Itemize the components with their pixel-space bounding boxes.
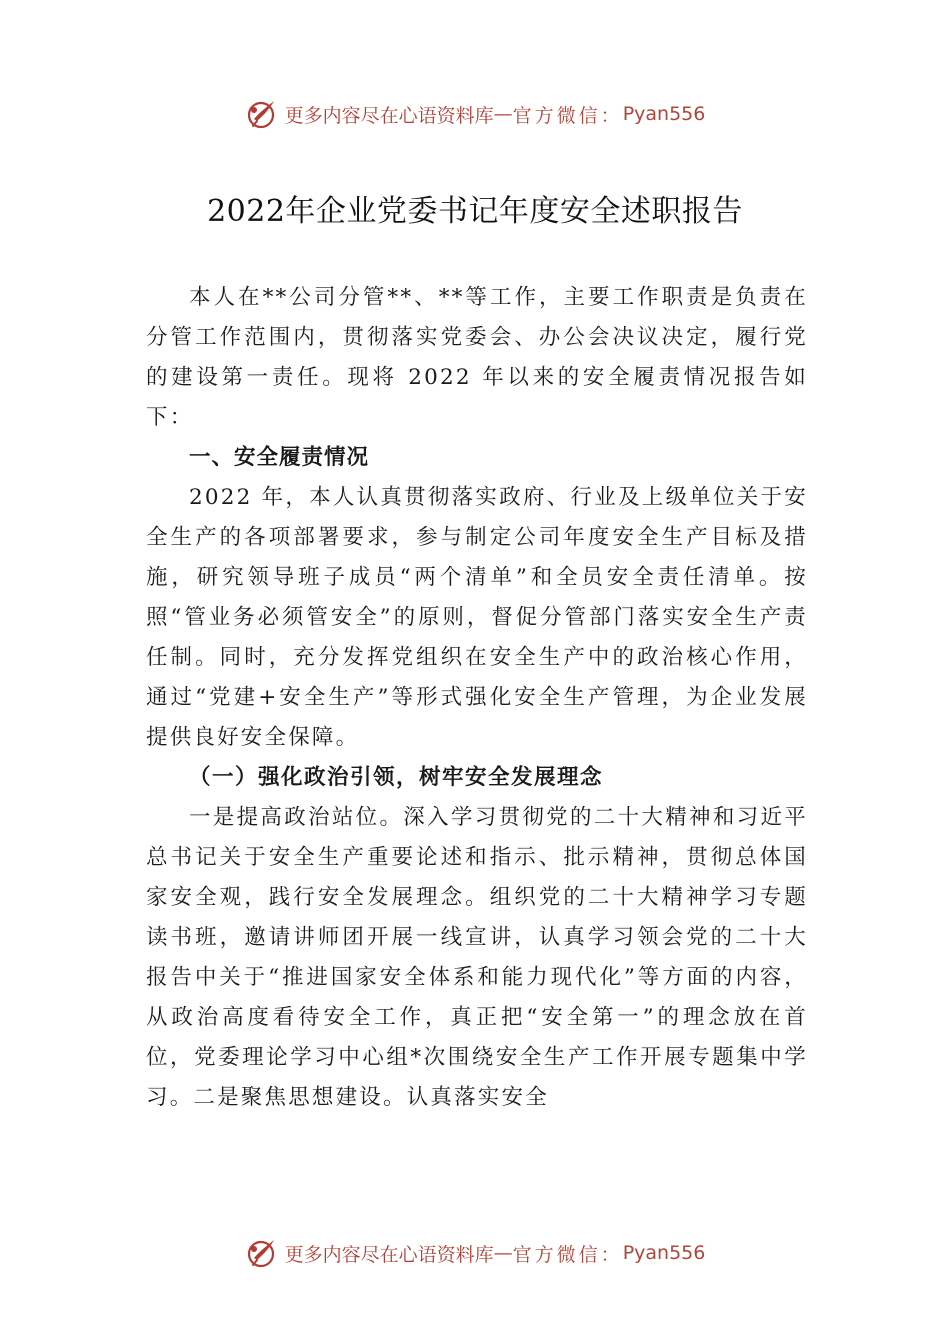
intro-paragraph: 本人在**公司分管**、**等工作，主要工作职责是负责在分管工作范围内，贯彻落实党委会、办公会决议决定，履行党的建设第一责任。现将 2022 年以来的安全履责情况报告如下： bbox=[146, 285, 808, 430]
document-body bbox=[146, 278, 808, 1118]
body-paragraph: 一是提高政治站位。深入学习贯彻党的二十大精神和习近平总书记关于安全生产重要论述和指示、批示精神，贯彻总体国家安全观，践行安全发展理念。组织党的二十大精神学习专题读书班，邀请讲师团开展一线宣讲，认真学习领会党的二十大报告中关于“推进国家安全体系和能力现代化”等方面的内容，从政治高度看待安全工作，真正把“安全第一”的理念放在首位，党委理论学习中心组*次围绕安全生产工作开展专题集中学习。二是聚焦思想建设。认真落实安全 bbox=[146, 805, 808, 1110]
header-watermark-banner bbox=[0, 94, 950, 134]
quill-pen-logo-icon bbox=[245, 97, 279, 131]
body-paragraph: 2022 年，本人认真贯彻落实政府、行业及上级单位关于安全生产的各项部署要求，参与制定公司年度安全生产目标及措施，研究领导班子成员“两个清单”和全员安全责任清单。按照“管业务必须管安全”的原则，督促分管部门落实安全生产责任制。同时，充分发挥党组织在安全生产中的政治核心作用，通过“党建+安全生产”等形式强化安全生产管理，为企业发展提供良好安全保障。 bbox=[146, 485, 808, 750]
document-title: 2022年企业党委书记年度安全述职报告 bbox=[207, 194, 743, 229]
wechat-label: 官方微信： bbox=[512, 104, 623, 127]
brand-text: 更多内容尽在心语资料库 bbox=[284, 104, 494, 127]
wechat-id: Pyan556 bbox=[622, 103, 706, 125]
section-heading: 一、安全履责情况 bbox=[189, 445, 370, 470]
brand-text: 更多内容尽在心语资料库 bbox=[284, 1243, 494, 1266]
wechat-label: 官方微信： bbox=[512, 1243, 623, 1266]
separator-dash: — bbox=[493, 1242, 513, 1264]
footer-watermark-banner bbox=[0, 1233, 950, 1273]
quill-pen-logo-icon bbox=[245, 1236, 279, 1270]
separator-dash: — bbox=[493, 103, 513, 125]
subsection-heading: （一）强化政治引领，树牢安全发展理念 bbox=[189, 765, 604, 790]
wechat-id: Pyan556 bbox=[622, 1242, 706, 1264]
